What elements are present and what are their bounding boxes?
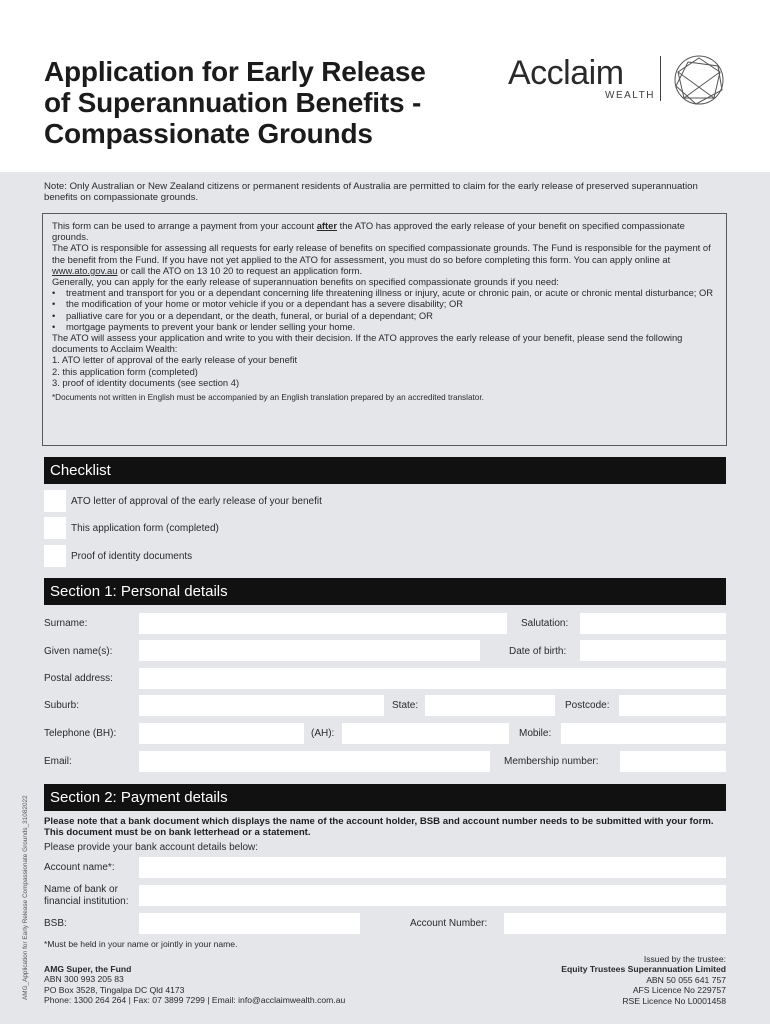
checklist-label: Proof of identity documents [71,551,193,562]
grounds-list-item: • palliative care for you or a dependant, or the death, funeral, or burial of a dependant; OR [52,310,718,321]
info-emphasis: after [316,220,338,231]
bsb-label: BSB: [44,918,67,929]
salutation-label: Salutation: [521,618,569,629]
logo-wordmark: Acclaim [508,54,624,92]
trustee-afs-licence: AFS Licence No 229757 [632,985,726,996]
account-name-label: Account name*: [44,862,115,873]
info-paragraph-1 [52,220,718,242]
title-line-2: of Superannuation Benefits - [44,87,422,118]
bank-name-label-line: financial institution: [44,896,129,907]
grounds-list-item: • treatment and transport for you or a dependant concerning life threatening illness or injury, acute or chronic pain, or acute or chronic mental disturbance; OR [52,287,718,298]
section1-header: Section 1: Personal details [44,578,726,605]
bank-name-field[interactable] [139,885,726,906]
checklist-checkbox-ato-letter[interactable] [44,490,66,512]
checklist-label: ATO letter of approval of the early release of your benefit [71,496,322,507]
fund-name: AMG Super, the Fund [44,964,132,974]
account-number-field[interactable] [504,913,726,934]
postal-address-label: Postal address: [44,673,113,684]
trustee-abn: ABN 50 055 641 757 [646,974,726,985]
checklist-header: Checklist [44,457,726,484]
telephone-bh-field[interactable] [139,723,304,744]
documents-list-item: 1. ATO letter of approval of the early release of your benefit [52,354,298,366]
state-label: State: [392,700,419,711]
account-name-field[interactable] [139,857,726,878]
membership-number-field[interactable] [620,751,726,772]
logo-divider [660,56,661,101]
grounds-list-item: • the modification of your home or motor vehicle if you or a dependant has a severe disability; OR [52,298,718,309]
info-text: This form can be used to arrange a payment from your account [52,220,317,231]
date-of-birth-field[interactable] [580,640,726,661]
info-paragraph-2 [52,242,718,276]
checklist-checkbox-application-form[interactable] [44,517,66,539]
email-field[interactable] [139,751,490,772]
trustee-rse-licence: RSE Licence No L0001458 [622,995,726,1006]
mobile-field[interactable] [561,723,726,744]
bank-details-instruction: Please provide your bank account details below: [44,842,259,853]
grounds-list-item: • mortgage payments to prevent your bank or lender selling your home. [52,321,718,332]
documents-list-item: 2. this application form (completed) [52,365,198,377]
surname-label: Surname: [44,618,88,629]
state-field[interactable] [425,695,555,716]
suburb-field[interactable] [139,695,384,716]
telephone-ah-field[interactable] [342,723,509,744]
postcode-field[interactable] [619,695,726,716]
bank-name-label [44,884,129,908]
trustee-details [561,954,726,1006]
salutation-field[interactable] [580,613,726,634]
info-paragraph-4: The ATO will assess your application and write to you with their decision. If the ATO approves the early release of your benefit, please send the following documents to Acclaim Wealth: [52,332,683,355]
bsb-field[interactable] [139,913,360,934]
checklist-checkbox-proof-of-identity[interactable] [44,545,66,567]
given-names-field[interactable] [139,640,480,661]
title-line-3: Compassionate Grounds [44,118,373,149]
title-line-1: Application for Early Release [44,56,426,87]
date-of-birth-label: Date of birth: [509,646,567,657]
account-number-label: Account Number: [410,918,488,929]
account-footnote: *Must be held in your name or jointly in your name. [44,939,238,949]
page-title [44,56,426,149]
given-names-label: Given name(s): [44,646,113,657]
postal-address-field[interactable] [139,668,726,689]
fund-abn: ABN 300 993 205 83 [44,974,124,985]
eligibility-note: Note: Only Australian or New Zealand citizens or permanent residents of Australia are permitted to claim for the early release of preserved superannuation benefits on compassionate grounds. [44,181,698,203]
postcode-label: Postcode: [565,700,610,711]
trustee-name: Equity Trustees Superannuation Limited [561,964,726,975]
ato-website-link[interactable]: www.ato.gov.au [52,264,118,276]
info-text: or call the ATO on 13 10 20 to request an application form. [117,264,363,276]
fund-contact-details [44,964,345,1006]
section2-header: Section 2: Payment details [44,784,726,811]
translation-footnote: *Documents not written in English must be accompanied by an English translation prepared by an accredited translator. [52,393,484,403]
info-paragraph-3: Generally, you can apply for the early release of superannuation benefits on specified compassionate grounds if you need: [52,276,559,288]
mobile-label: Mobile: [519,728,552,739]
fund-address: PO Box 3528, Tingalpa DC Qld 4173 [44,984,185,995]
info-text: the ATO has approved the early release of your benefit on specified compassionate grounds. [52,220,685,243]
telephone-bh-label: Telephone (BH): [44,728,117,739]
bank-document-note: Please note that a bank document which displays the name of the account holder, BSB and account number needs to be submitted with your form. This document must be on bank letterhead or a statement. [44,816,714,838]
acclaim-logo [508,54,733,110]
documents-list-item: 3. proof of identity documents (see section 4) [52,376,240,388]
suburb-label: Suburb: [44,700,80,711]
trustee-issued-by: Issued by the trustee: [643,954,726,964]
email-label: Email: [44,756,72,767]
information-box [42,213,727,446]
documents-list [52,354,718,388]
logo-mark-icon [668,52,730,108]
grounds-list [52,287,718,332]
document-reference: AMG_Application for Early Release Compassionate Grounds_31082022 [22,795,29,1000]
surname-field[interactable] [139,613,507,634]
fund-contact: Phone: 1300 264 264 | Fax: 07 3899 7299 | Email: info@acclaimwealth.com.au [44,995,346,1006]
telephone-ah-label: (AH): [311,728,335,739]
info-text: The ATO is responsible for assessing all requests for early release of benefits on specified compassionate grounds. The Fund is responsible for the payment of the benefit from the Fund. If you have not yet applied to the ATO for assessment, you must do so before completing this form. You can apply online at [52,242,711,265]
checklist-label: This application form (completed) [71,523,219,534]
page-header [0,0,770,172]
bank-name-label-line: Name of bank or [44,884,118,895]
logo-subtitle: WEALTH [605,90,655,101]
membership-number-label: Membership number: [504,756,599,767]
